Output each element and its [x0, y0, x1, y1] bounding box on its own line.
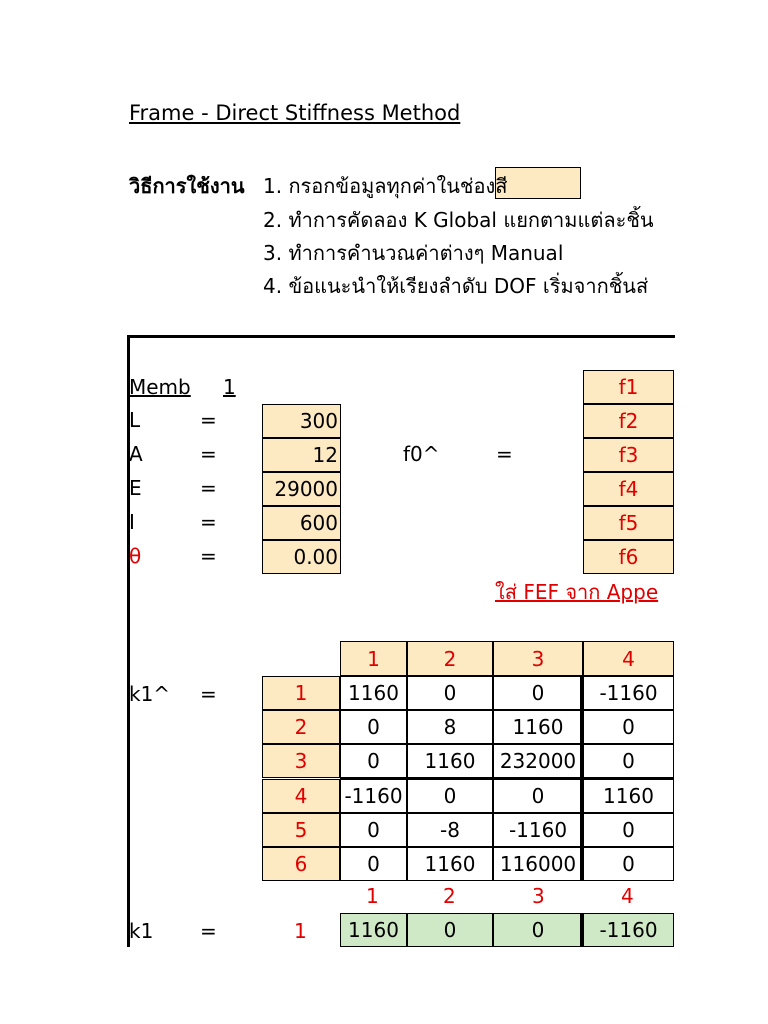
k1-local-cell[interactable]: 0: [407, 676, 493, 710]
k1-local-cell[interactable]: 0: [340, 710, 407, 744]
param-input-L[interactable]: 300: [262, 404, 341, 438]
k1-local-row-header: 6: [262, 847, 340, 881]
param-input-theta[interactable]: 0.00: [262, 540, 341, 574]
k1-local-cell[interactable]: -8: [407, 813, 493, 847]
k1-local-cell[interactable]: 0: [340, 744, 407, 778]
input-color-swatch: [495, 167, 581, 199]
f0-entry-1[interactable]: f1: [583, 370, 674, 404]
param-eq-E: =: [200, 476, 217, 500]
k1-local-cell[interactable]: -1160: [340, 779, 407, 813]
k1-local-label: k1^: [129, 682, 171, 706]
k1-local-row-header: 5: [262, 813, 340, 847]
param-input-E[interactable]: 29000: [262, 472, 341, 506]
k1-global-label: k1: [129, 919, 154, 943]
fef-note: ใส่ FEF จาก Appe: [495, 580, 659, 604]
k1-local-cell[interactable]: 0: [583, 847, 674, 881]
k1-global-cell[interactable]: 1160: [340, 913, 407, 947]
k1-local-cell[interactable]: 1160: [583, 779, 674, 813]
k1-local-row-header: 3: [262, 744, 340, 778]
k1-local-cell[interactable]: 1160: [407, 744, 493, 778]
k1-global-col-header: 1: [366, 884, 379, 908]
k1-local-col-header: 1: [340, 641, 407, 676]
k1-global-cell[interactable]: 0: [407, 913, 493, 947]
k1-local-row-header: 1: [262, 676, 340, 710]
k1-local-cell[interactable]: -1160: [583, 676, 674, 710]
k1-local-cell[interactable]: 8: [407, 710, 493, 744]
k1-local-cell[interactable]: -1160: [493, 813, 583, 847]
param-name-L: L: [129, 408, 141, 432]
k1-local-cell[interactable]: 0: [583, 710, 674, 744]
f0-entry-3[interactable]: f3: [583, 438, 674, 472]
matrix-partition-vertical: [580, 913, 583, 947]
instruction-step-1: 1. กรอกข้อมูลทุกค่าในช่องสี: [263, 174, 508, 198]
k1-local-eq: =: [200, 682, 217, 706]
k1-local-row-header: 4: [262, 779, 340, 813]
param-eq-A: =: [200, 442, 217, 466]
k1-local-cell[interactable]: 0: [407, 779, 493, 813]
matrix-partition-horizontal: [340, 777, 674, 780]
k1-global-col-header: 3: [532, 884, 545, 908]
k1-local-col-header: 3: [493, 641, 583, 676]
k1-local-row-header: 2: [262, 710, 340, 744]
k1-local-cell[interactable]: 1160: [340, 676, 407, 710]
k1-local-cell[interactable]: 0: [493, 779, 583, 813]
param-input-A[interactable]: 12: [262, 438, 341, 472]
k1-global-row-header: 1: [294, 919, 307, 943]
f0-eq: =: [496, 442, 513, 466]
instruction-step-3: 3. ทำการคำนวณค่าต่างๆ Manual: [263, 241, 564, 265]
param-name-E: E: [129, 476, 142, 500]
param-eq-L: =: [200, 408, 217, 432]
member-label: Memb: [129, 375, 191, 399]
param-name-theta: θ: [129, 544, 142, 568]
param-eq-I: =: [200, 510, 217, 534]
k1-local-cell[interactable]: 0: [583, 813, 674, 847]
param-name-A: A: [129, 442, 143, 466]
k1-local-col-header: 2: [407, 641, 493, 676]
page-title: Frame - Direct Stiffness Method: [129, 101, 461, 125]
k1-local-cell[interactable]: 1160: [407, 847, 493, 881]
f0-label: f0^: [403, 442, 440, 466]
param-input-I[interactable]: 600: [262, 506, 341, 540]
f0-entry-2[interactable]: f2: [583, 404, 674, 438]
f0-entry-4[interactable]: f4: [583, 472, 674, 506]
k1-local-cell[interactable]: 0: [340, 847, 407, 881]
k1-global-col-header: 4: [621, 884, 634, 908]
instruction-step-2: 2. ทำการคัดลอง K Global แยกตามแต่ละชิ้น: [263, 208, 654, 232]
member-number: 1: [223, 375, 236, 399]
param-eq-theta: =: [200, 544, 217, 568]
instruction-step-4: 4. ข้อแนะนำให้เรียงลำดับ DOF เริ่มจากชิ้นส่: [263, 274, 649, 298]
instructions-label: วิธีการใช้งาน: [129, 174, 245, 198]
k1-local-col-header: 4: [583, 641, 674, 676]
k1-global-col-header: 2: [443, 884, 456, 908]
f0-entry-5[interactable]: f5: [583, 506, 674, 540]
param-name-I: I: [129, 510, 135, 534]
k1-local-cell[interactable]: 0: [583, 744, 674, 778]
k1-global-cell[interactable]: -1160: [583, 913, 674, 947]
k1-global-cell[interactable]: 0: [493, 913, 583, 947]
k1-global-eq: =: [200, 919, 217, 943]
k1-local-cell[interactable]: 1160: [493, 710, 583, 744]
section-border-top: [127, 335, 675, 338]
f0-entry-6[interactable]: f6: [583, 540, 674, 574]
k1-local-cell[interactable]: 232000: [493, 744, 583, 778]
k1-local-cell[interactable]: 0: [493, 676, 583, 710]
k1-local-cell[interactable]: 116000: [493, 847, 583, 881]
k1-local-cell[interactable]: 0: [340, 813, 407, 847]
